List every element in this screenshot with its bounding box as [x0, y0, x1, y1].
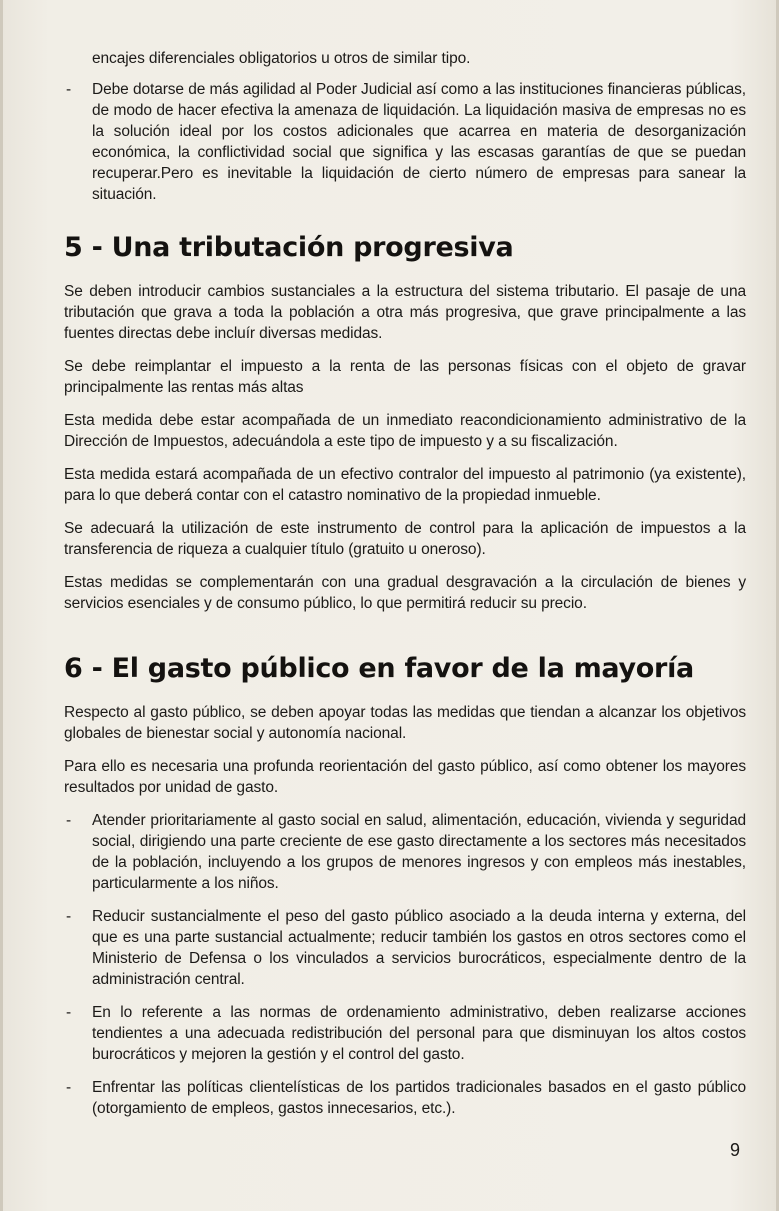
paragraph: Estas medidas se complementarán con una gradual desgravación a la circulación de bienes y servicios esenciales y de consumo público, lo que permitirá reducir su precio.	[64, 574, 746, 612]
page-number: 9	[730, 1140, 741, 1160]
paragraph: Se debe reimplantar el impuesto a la renta de las personas físicas con el objeto de gravar principalmente las rentas más altas	[64, 358, 746, 396]
list-item	[64, 1077, 746, 1119]
paragraph: Para ello es necesaria una profunda reorientación del gasto público, así como obtener los mayores resultados por unidad de gasto.	[64, 758, 746, 796]
bullet-dash: -	[66, 812, 72, 829]
section-heading-5: 5 - Una tributación progresiva	[64, 232, 514, 263]
bullet-dash: -	[66, 908, 72, 925]
section-heading-6: 6 - El gasto público en favor de la mayoría	[64, 653, 694, 684]
bullet-dash: -	[66, 1079, 72, 1096]
paragraph: Respecto al gasto público, se deben apoyar todas las medidas que tiendan a alcanzar los objetivos globales de bienestar social y autonomía nacional.	[64, 704, 746, 742]
continuation-paragraph: encajes diferenciales obligatorios u otros de similar tipo.	[92, 50, 471, 67]
bullet-dash: -	[66, 81, 72, 98]
paragraph: Esta medida estará acompañada de un efectivo contralor del impuesto al patrimonio (ya existente), para lo que deberá contar con el catastro nominativo de la propiedad inmueble.	[64, 466, 746, 504]
bullet-dash: -	[66, 1004, 72, 1021]
list-item	[64, 810, 746, 894]
list-item-text: Debe dotarse de más agilidad al Poder Judicial así como a las instituciones financieras públicas, de modo de hacer efectiva la amenaza de liquidación. La liquidación masiva de empresas no es la solución ideal por los costos adicionales que acarrea en materia de desorganización económica, la conflictividad social que significa y las escasas garantías de que se puedan recuperar.Pero es inevitable la liquidación de cierto número de empresas para sanear la situación.	[92, 81, 746, 203]
paragraph: Se adecuará la utilización de este instrumento de control para la aplicación de impuestos a la transferencia de riqueza a cualquier título (gratuito u oneroso).	[64, 520, 746, 558]
page-content	[64, 48, 746, 1119]
list-item	[64, 1002, 746, 1065]
paragraph: Se deben introducir cambios sustanciales a la estructura del sistema tributario. El pasaje de una tributación que grava a toda la población a otra más progresiva, que grave principalmente a las fuentes directas debe incluír diversas medidas.	[64, 283, 746, 342]
list-item-text: Reducir sustancialmente el peso del gasto público asociado a la deuda interna y externa, del que es una parte sustancial actualmente; reducir también los gastos en otros sectores como el Ministerio de Defensa o los vinculados a servicios burocráticos, especialmente dentro de la administración central.	[92, 908, 746, 988]
list-item-text: Enfrentar las políticas clientelísticas de los partidos tradicionales basados en el gasto público (otorgamiento de empleos, gastos innecesarios, etc.).	[92, 1079, 746, 1117]
list-item-text: Atender prioritariamente al gasto social en salud, alimentación, educación, vivienda y seguridad social, dirigiendo una parte creciente de ese gasto directamente a los sectores más necesitados de la población, incluyendo a los grupos de menores ingresos y con empleos más inestables, particularmente a los niños.	[92, 812, 746, 892]
list-item	[64, 79, 746, 205]
paragraph: Esta medida debe estar acompañada de un inmediato reacondicionamiento administrativo de la Dirección de Impuestos, adecuándola a este tipo de impuesto y a su fiscalización.	[64, 412, 746, 450]
list-item	[64, 906, 746, 990]
list-item-text: En lo referente a las normas de ordenamiento administrativo, deben realizarse acciones tendientes a una adecuada redistribución del personal para que disminuyan los altos costos burocráticos y mejoren la gestión y el control del gasto.	[92, 1004, 746, 1063]
